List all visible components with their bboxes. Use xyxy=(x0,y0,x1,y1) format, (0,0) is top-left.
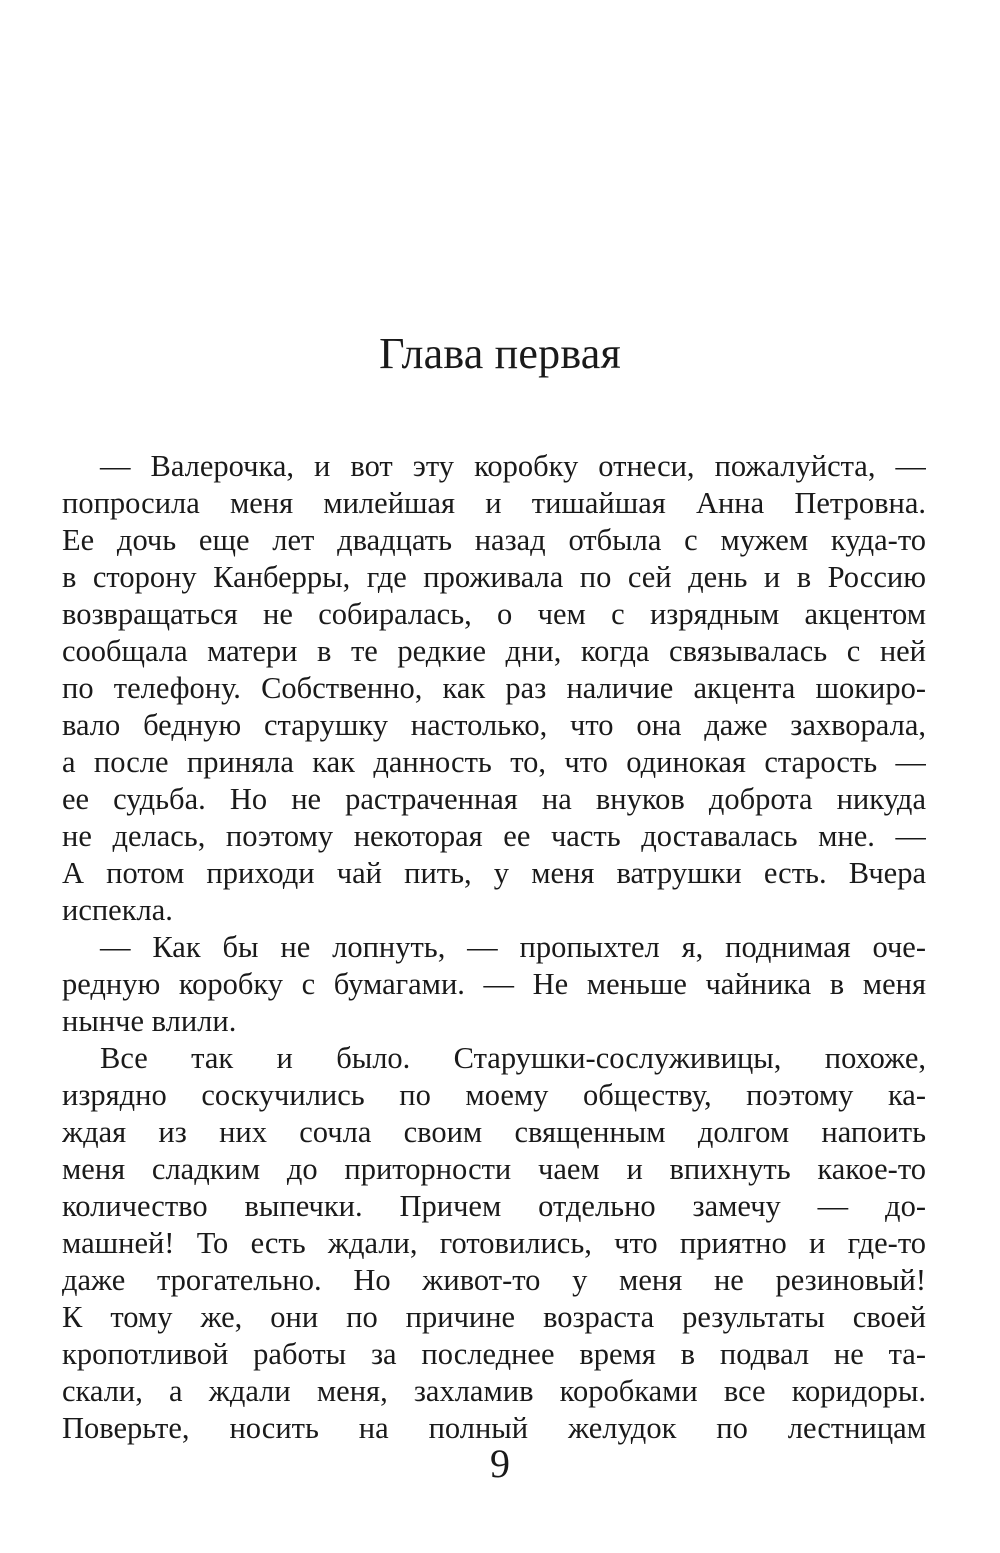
text-line: изрядно соскучились по моему обществу, поэтому ка- xyxy=(62,1078,926,1112)
text-line: по телефону. Собственно, как раз наличие акцента шокиро- xyxy=(62,671,926,705)
text-line: нынче влили. xyxy=(62,1004,237,1038)
text-line: Ее дочь еще лет двадцать назад отбыла с мужем куда-то xyxy=(62,523,926,557)
text-line: в сторону Канберры, где проживала по сей день и в Россию xyxy=(62,560,926,594)
text-line: ее судьба. Но не растраченная на внуков доброта никуда xyxy=(62,782,926,816)
text-line: Все так и было. Старушки-сослуживицы, похоже, xyxy=(100,1041,926,1075)
text-line: А потом приходи чай пить, у меня ватрушки есть. Вчера xyxy=(62,856,926,890)
chapter-title: Глава первая xyxy=(379,329,621,378)
text-line: — Как бы не лопнуть, — пропыхтел я, поднимая оче- xyxy=(100,930,926,964)
body-text xyxy=(62,448,926,1447)
text-line: меня сладким до приторности чаем и впихнуть какое-то xyxy=(62,1152,926,1186)
text-line: а после приняла как данность то, что одинокая старость — xyxy=(62,745,926,779)
text-line: испекла. xyxy=(62,893,173,927)
text-line: скали, а ждали меня, захламив коробками все коридоры. xyxy=(62,1374,926,1408)
text-line: К тому же, они по причине возраста результаты своей xyxy=(62,1300,926,1334)
text-line: даже трогательно. Но живот-то у меня не резиновый! xyxy=(62,1263,926,1297)
text-line: ждая из них сочла своим священным долгом напоить xyxy=(62,1115,926,1149)
text-line: не делась, поэтому некоторая ее часть доставалась мне. — xyxy=(62,819,926,853)
text-line: редную коробку с бумагами. — Не меньше чайника в меня xyxy=(62,967,926,1001)
text-line: попросила меня милейшая и тишайшая Анна Петровна. xyxy=(62,486,926,520)
text-line: кропотливой работы за последнее время в подвал не та- xyxy=(62,1337,926,1371)
text-line: вало бедную старушку настолько, что она даже захворала, xyxy=(62,708,926,742)
text-line: сообщала матери в те редкие дни, когда связывалась с ней xyxy=(62,634,926,668)
text-line: количество выпечки. Причем отдельно замечу — до- xyxy=(62,1189,926,1223)
text-line: машней! То есть ждали, готовились, что приятно и где-то xyxy=(62,1226,926,1260)
text-line: Поверьте, носить на полный желудок по лестницам xyxy=(62,1411,926,1445)
text-line: — Валерочка, и вот эту коробку отнеси, пожалуйста, — xyxy=(100,449,926,483)
page-number: 9 xyxy=(490,1441,510,1486)
text-line: возвращаться не собиралась, о чем с изрядным акцентом xyxy=(62,597,926,631)
